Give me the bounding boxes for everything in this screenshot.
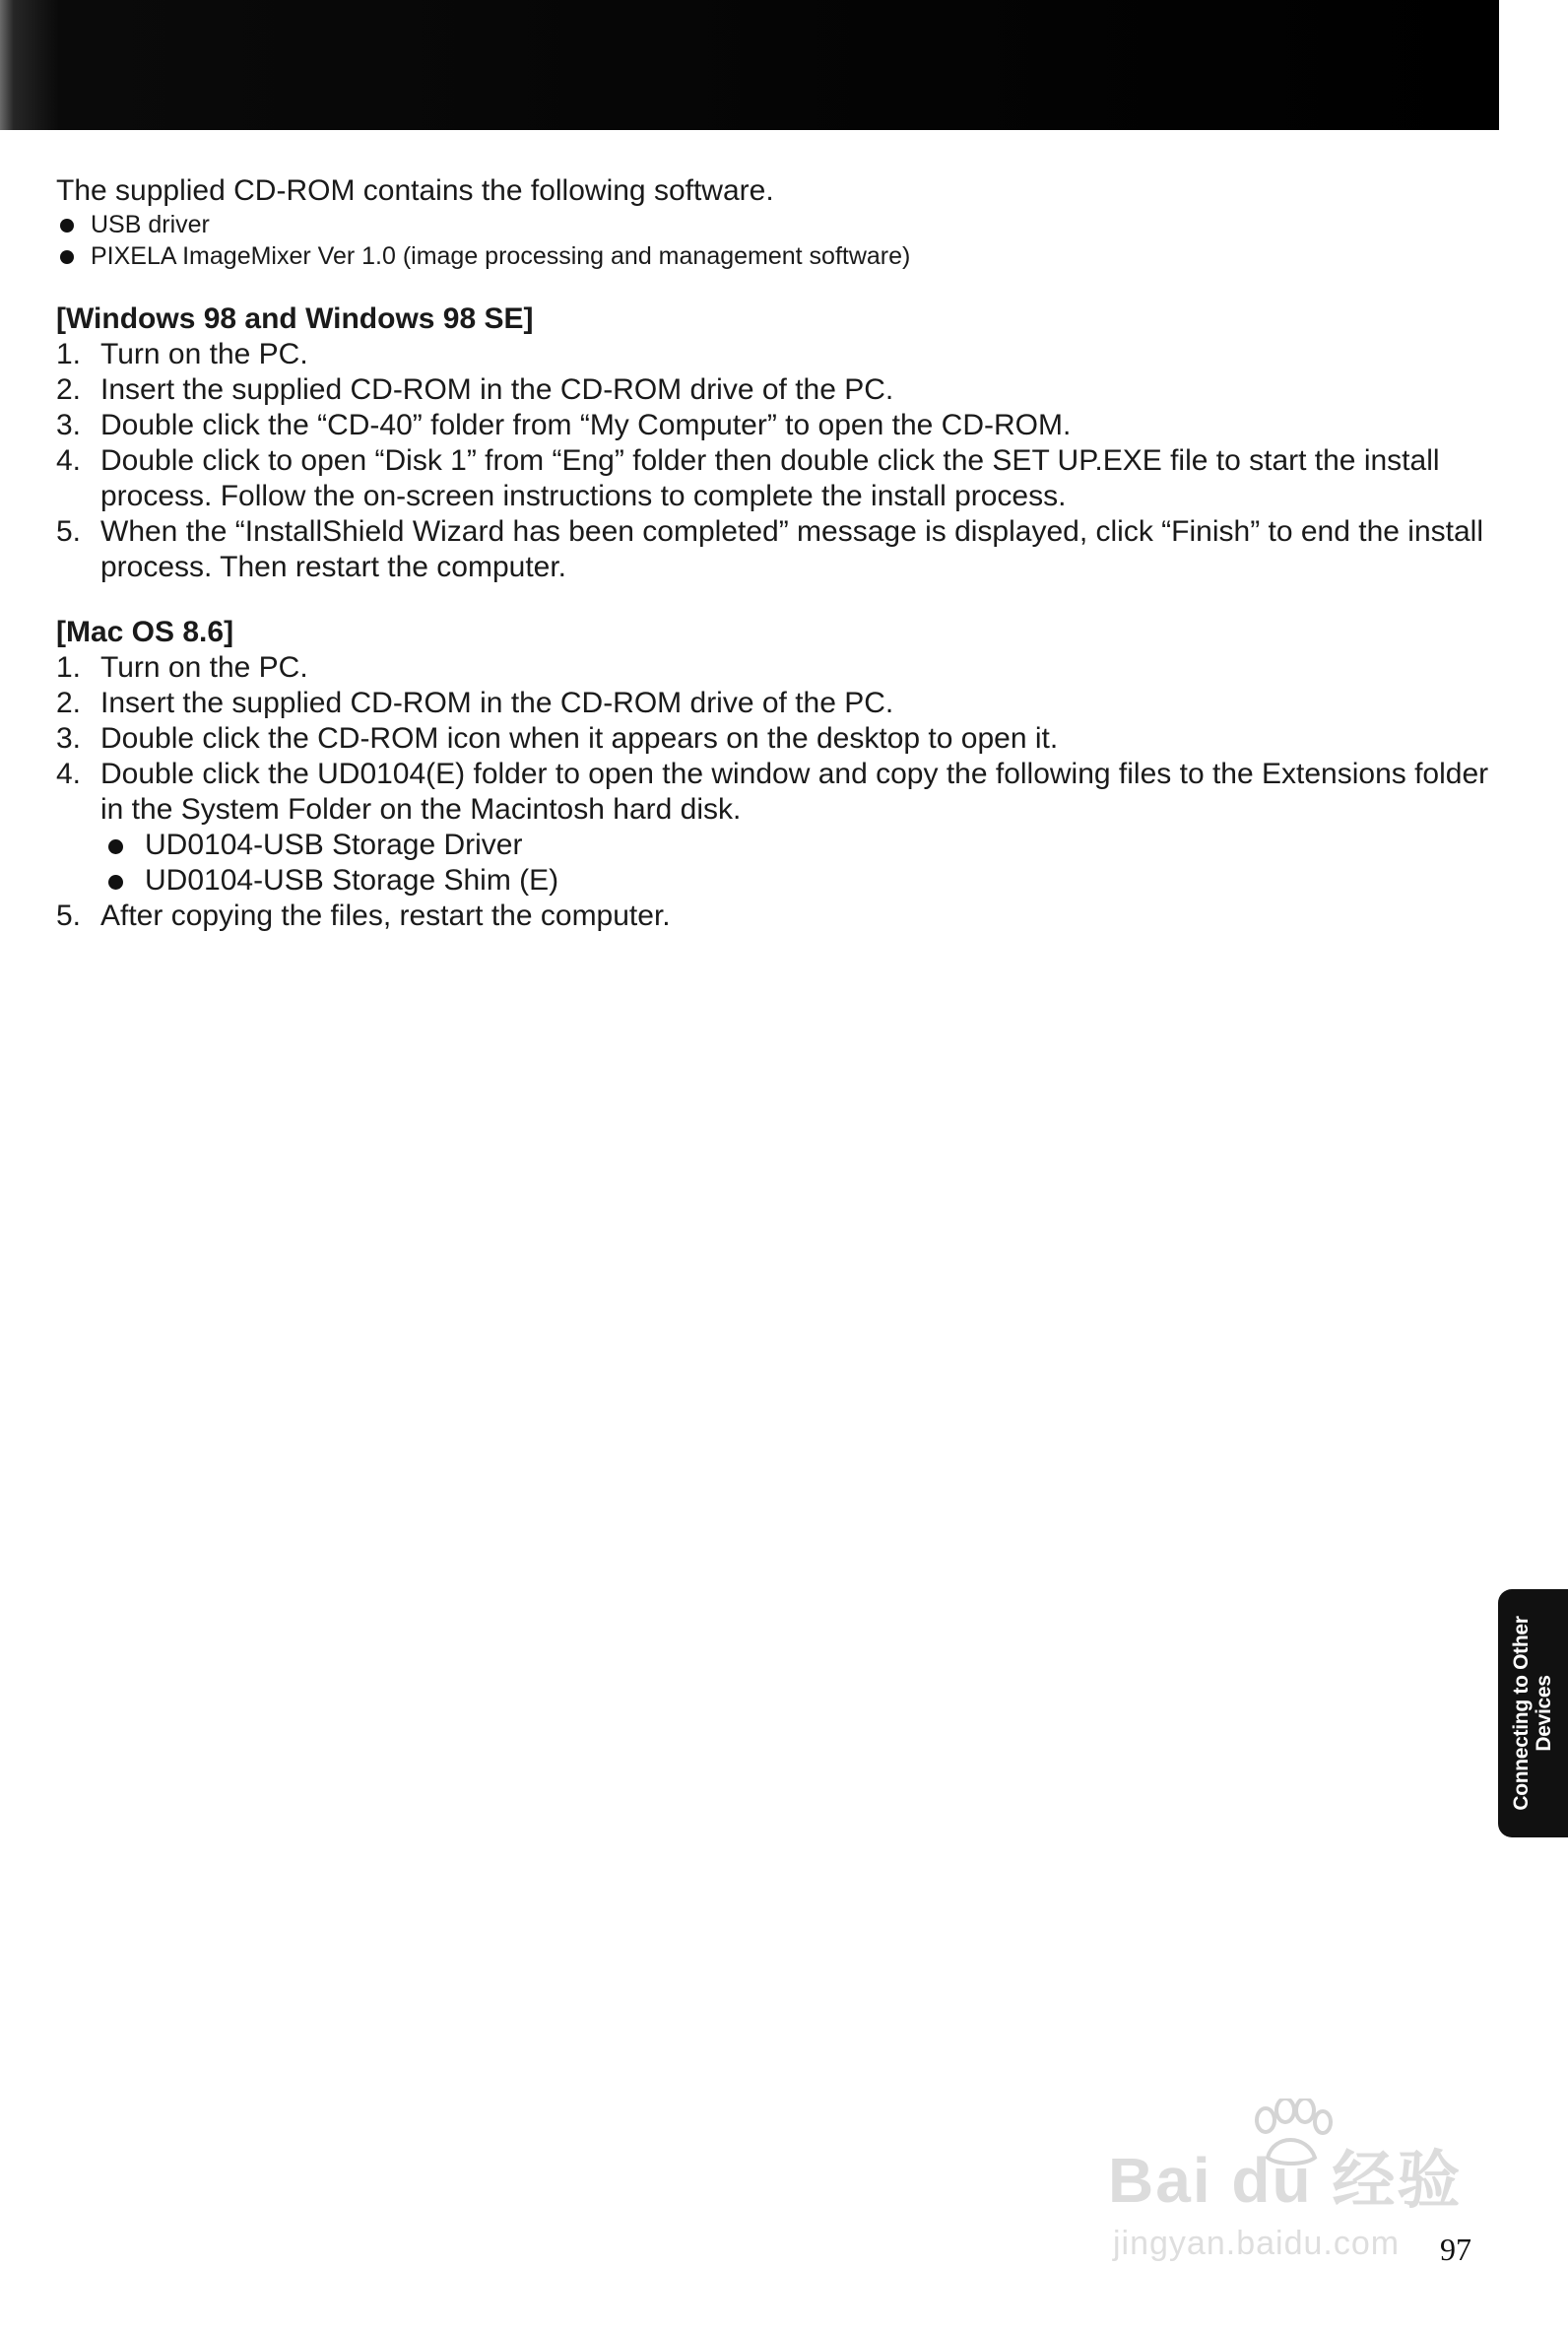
watermark-url: jingyan.baidu.com	[1113, 2225, 1401, 2262]
step-number: 1.	[56, 338, 82, 370]
chapter-side-tab	[1498, 1589, 1568, 1837]
step-text: Double click the “CD-40” folder from “My Computer” to open the CD-ROM.	[100, 409, 1072, 441]
file-item: UD0104-USB Storage Shim (E)	[100, 863, 1494, 899]
software-item: PIXELA ImageMixer Ver 1.0 (image processing and management software)	[56, 240, 1494, 272]
file-list	[100, 828, 1494, 899]
step-item	[56, 337, 1494, 372]
bullet-icon	[108, 839, 123, 854]
file-item: UD0104-USB Storage Driver	[100, 828, 1494, 863]
software-item: USB driver	[56, 209, 1494, 240]
step-number: 5.	[56, 515, 82, 548]
step-item	[56, 686, 1494, 721]
step-item	[56, 408, 1494, 443]
step-number: 1.	[56, 651, 82, 684]
bullet-icon	[60, 219, 74, 233]
step-item	[56, 721, 1494, 757]
step-number: 2.	[56, 373, 82, 406]
step-text: Turn on the PC.	[100, 338, 308, 370]
main-content	[56, 173, 1494, 934]
chapter-tab-label: Connecting to Other Devices	[1510, 1616, 1555, 1811]
header-bar	[0, 0, 1499, 130]
step-number: 3.	[56, 409, 82, 441]
step-item	[56, 514, 1494, 585]
step-item	[56, 372, 1494, 408]
step-item	[56, 443, 1494, 514]
mac-section-title: [Mac OS 8.6]	[56, 616, 234, 648]
step-number: 4.	[56, 444, 82, 477]
baidu-watermark	[1108, 2099, 1477, 2266]
step-text: Insert the supplied CD-ROM in the CD-ROM drive of the PC.	[100, 373, 894, 406]
watermark-brand: Bai du 经验	[1108, 2145, 1463, 2216]
step-text: Insert the supplied CD-ROM in the CD-ROM drive of the PC.	[100, 687, 894, 719]
bullet-icon	[108, 875, 123, 890]
step-text: After copying the files, restart the computer.	[100, 900, 671, 932]
step-number: 3.	[56, 722, 82, 755]
step-number: 2.	[56, 687, 82, 719]
step-text: Double click to open “Disk 1” from “Eng” folder then double click the SET UP.EXE file to start the install process. Follow the on-screen instructions to complete the install process.	[100, 444, 1440, 512]
step-number: 5.	[56, 900, 82, 932]
software-list	[56, 209, 1494, 272]
step-text: When the “InstallShield Wizard has been completed” message is displayed, click “Finish” to end the install process. Then restart the computer.	[100, 515, 1483, 583]
windows-steps	[56, 337, 1494, 585]
bullet-icon	[60, 250, 74, 264]
windows-section-title: [Windows 98 and Windows 98 SE]	[56, 302, 534, 335]
step-number: 4.	[56, 758, 82, 790]
page-number: 97	[1440, 2232, 1471, 2267]
step-item	[56, 757, 1494, 899]
step-item	[56, 650, 1494, 686]
mac-steps	[56, 650, 1494, 934]
intro-text: The supplied CD-ROM contains the following software.	[56, 174, 774, 207]
step-text: Double click the CD-ROM icon when it appears on the desktop to open it.	[100, 722, 1059, 755]
step-text: Double click the UD0104(E) folder to open the window and copy the following files to the Extensions folder in the System Folder on the Macintosh hard disk.	[100, 758, 1489, 826]
step-text: Turn on the PC.	[100, 651, 308, 684]
step-item	[56, 899, 1494, 934]
